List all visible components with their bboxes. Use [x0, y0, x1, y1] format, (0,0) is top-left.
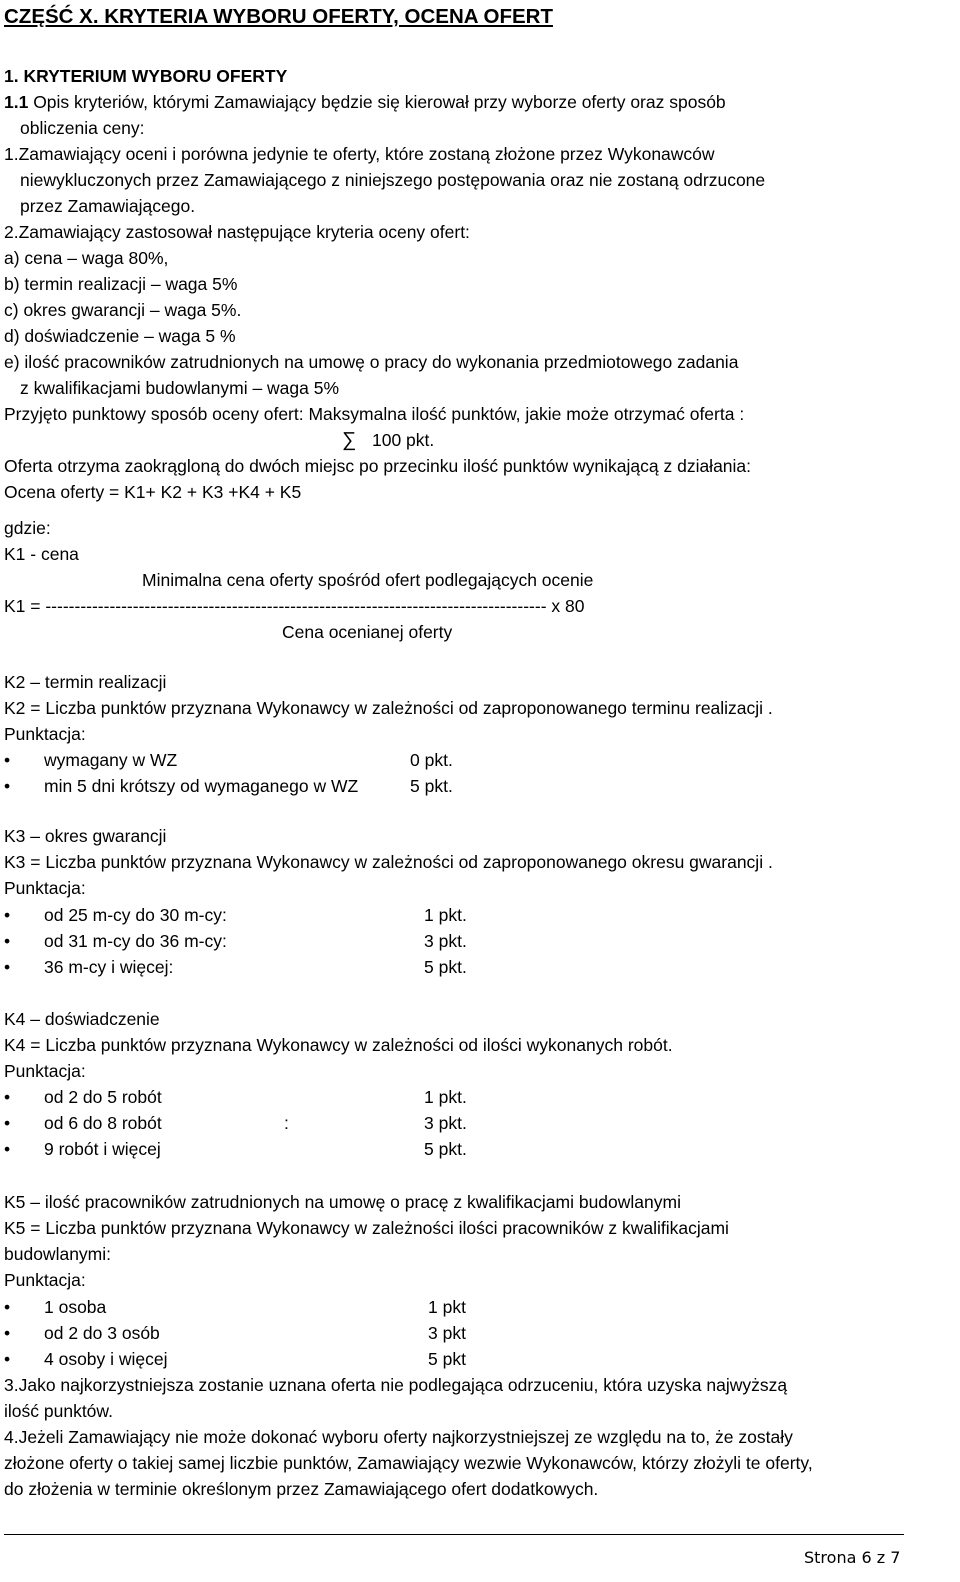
k3-item-points: 5 pkt.: [424, 957, 467, 977]
k2-scoring-label: Punktacja:: [4, 724, 86, 744]
list-bullet: •: [4, 1323, 11, 1343]
list-bullet: •: [4, 1297, 11, 1317]
k1-formula: K1 = -------------------------------------------------------------------------------------- x 80: [4, 596, 585, 616]
k2-item-label: wymagany w WZ: [44, 750, 178, 770]
p4-line-2: złożone oferty o takiej samej liczbie punktów, Zamawiający wezwie Wykonawców, którzy złożyli te oferty,: [4, 1453, 813, 1473]
where-label: gdzie:: [4, 518, 51, 538]
intro-text: Opis kryteriów, którymi Zamawiający będzie się kierował przy wyborze oferty oraz sposób: [28, 92, 726, 112]
criterion-a: a) cena – waga 80%,: [4, 248, 169, 268]
k5-item-points: 1 pkt: [428, 1297, 466, 1317]
footer-divider: [4, 1534, 904, 1535]
k4-item-label: od 6 do 8 robót: [44, 1113, 162, 1133]
k4-scoring-label: Punktacja:: [4, 1061, 86, 1081]
list-bullet: •: [4, 931, 11, 951]
k4-item-points: 5 pkt.: [424, 1139, 467, 1159]
intro-line-2: obliczenia ceny:: [20, 118, 145, 138]
k1-denominator: Cena ocenianej oferty: [282, 622, 453, 642]
p4-line-1: 4.Jeżeli Zamawiający nie może dokonać wyboru oferty najkorzystniejszej ze względu na to, że zostały: [4, 1427, 793, 1447]
k4-item-points: 3 pkt.: [424, 1113, 467, 1133]
k5-item-label: 4 osoby i więcej: [44, 1349, 168, 1369]
k5-item-label: 1 osoba: [44, 1297, 107, 1317]
k2-item-points: 0 pkt.: [410, 750, 453, 770]
rounding-note: Oferta otrzyma zaokrągloną do dwóch miejsc po przecinku ilość punktów wynikającą z działania:: [4, 456, 752, 476]
list-bullet: •: [4, 1349, 11, 1369]
k5-item-label: od 2 do 3 osób: [44, 1323, 160, 1343]
p4-line-3: do złożenia w terminie określonym przez Zamawiającego ofert dodatkowych.: [4, 1479, 599, 1499]
p2-line-1: 2.Zamawiający zastosował następujące kryteria oceny ofert:: [4, 222, 470, 242]
list-bullet: •: [4, 776, 11, 796]
k5-item-points: 3 pkt: [428, 1323, 466, 1343]
criterion-c: c) okres gwarancji – waga 5%.: [4, 300, 242, 320]
k5-description-line-2: budowlanymi:: [4, 1244, 111, 1264]
k5-item-points: 5 pkt: [428, 1349, 466, 1369]
k5-description-line-1: K5 = Liczba punktów przyznana Wykonawcy w zależności ilości pracowników z kwalifikacjami: [4, 1218, 729, 1238]
criterion-e-line-1: e) ilość pracowników zatrudnionych na umowę o pracy do wykonania przedmiotowego zadania: [4, 352, 739, 372]
k3-item-points: 3 pkt.: [424, 931, 467, 951]
section-title: 1. KRYTERIUM WYBORU OFERTY: [4, 66, 288, 86]
k3-description: K3 = Liczba punktów przyznana Wykonawcy w zależności od zaproponowanego okresu gwarancji .: [4, 852, 773, 872]
p1-line-2: niewykluczonych przez Zamawiającego z niniejszego postępowania oraz nie zostaną odrzucone: [20, 170, 766, 190]
k3-item-label: 36 m-cy i więcej:: [44, 957, 174, 977]
list-bullet: •: [4, 957, 11, 977]
points-method: Przyjęto punktowy sposób oceny ofert: Maksymalna ilość punktów, jakie może otrzymać oferta :: [4, 404, 745, 424]
criterion-d: d) doświadczenie – waga 5 %: [4, 326, 236, 346]
k4-item-points: 1 pkt.: [424, 1087, 467, 1107]
k1-numerator: Minimalna cena oferty spośród ofert podlegających ocenie: [142, 570, 594, 590]
p1-line-1: 1.Zamawiający oceni i porówna jedynie te oferty, które zostaną złożone przez Wykonawców: [4, 144, 715, 164]
criterion-e-line-2: z kwalifikacjami budowlanymi – waga 5%: [20, 378, 340, 398]
k3-title: K3 – okres gwarancji: [4, 826, 167, 846]
k4-item-label: od 2 do 5 robót: [44, 1087, 162, 1107]
k2-title: K2 – termin realizacji: [4, 672, 167, 692]
k4-item-label: 9 robót i więcej: [44, 1139, 161, 1159]
list-bullet: •: [4, 1087, 11, 1107]
k2-description: K2 = Liczba punktów przyznana Wykonawcy w zależności od zaproponowanego terminu realizacji .: [4, 698, 773, 718]
p3-line-1: 3.Jako najkorzystniejsza zostanie uznana oferta nie podlegająca odrzuceniu, która uzyska najwyższą: [4, 1375, 788, 1395]
k4-description: K4 = Liczba punktów przyznana Wykonawcy w zależności od ilości wykonanych robót.: [4, 1035, 673, 1055]
p1-line-3: przez Zamawiającego.: [20, 196, 196, 216]
sum-symbol: ∑: [342, 429, 357, 451]
list-bullet: •: [4, 750, 11, 770]
k4-item-colon: :: [284, 1113, 289, 1133]
k1-title: K1 - cena: [4, 544, 79, 564]
page-number: Strona 6 z 7: [804, 1548, 901, 1567]
k2-item-label: min 5 dni krótszy od wymaganego w WZ: [44, 776, 359, 796]
intro-number: 1.1: [4, 92, 29, 112]
list-bullet: •: [4, 905, 11, 925]
k3-scoring-label: Punktacja:: [4, 878, 86, 898]
criterion-b: b) termin realizacji – waga 5%: [4, 274, 238, 294]
k5-scoring-label: Punktacja:: [4, 1270, 86, 1290]
p3-line-2: ilość punktów.: [4, 1401, 113, 1421]
score-formula: Ocena oferty = K1+ K2 + K3 +K4 + K5: [4, 482, 302, 502]
k3-item-label: od 25 m-cy do 30 m-cy:: [44, 905, 227, 925]
k3-item-points: 1 pkt.: [424, 905, 467, 925]
max-points: 100 pkt.: [372, 430, 435, 450]
intro-line-1: [4, 92, 726, 112]
k4-title: K4 – doświadczenie: [4, 1009, 160, 1029]
list-bullet: •: [4, 1113, 11, 1133]
k3-item-label: od 31 m-cy do 36 m-cy:: [44, 931, 227, 951]
k2-item-points: 5 pkt.: [410, 776, 453, 796]
page-heading: CZĘŚĆ X. KRYTERIA WYBORU OFERTY, OCENA OFERT: [4, 5, 553, 28]
k5-title: K5 – ilość pracowników zatrudnionych na umowę o pracę z kwalifikacjami budowlanymi: [4, 1192, 681, 1212]
list-bullet: •: [4, 1139, 11, 1159]
